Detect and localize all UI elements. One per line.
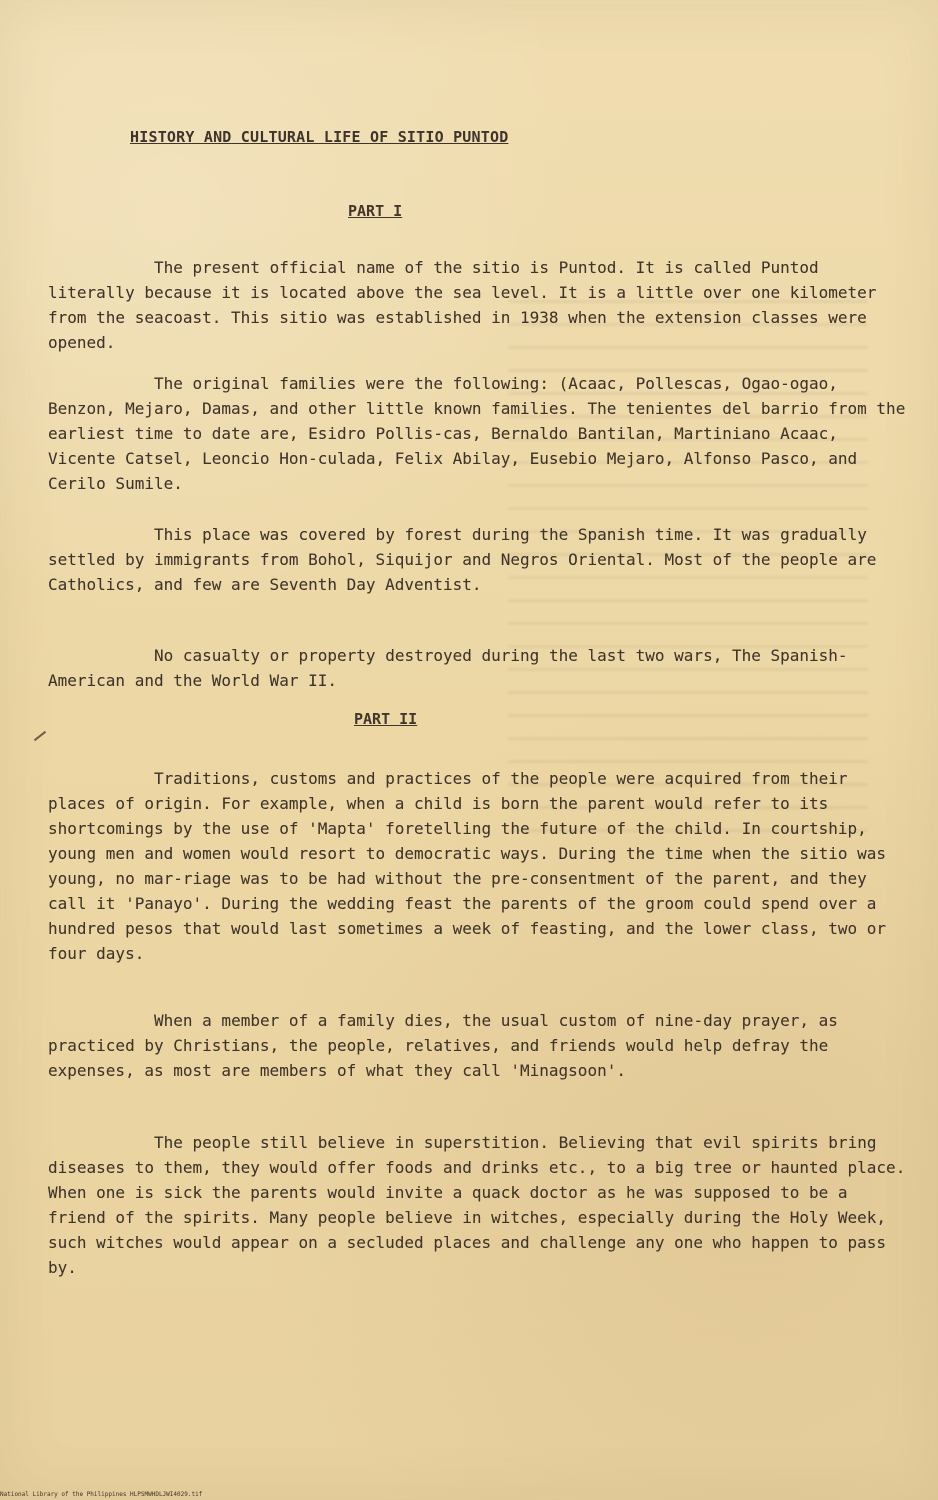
archive-footer: National Library of the Philippines HLPSMWHDLJWI4029.tif [0, 1491, 203, 1498]
part-two-heading: PART II [354, 710, 418, 728]
paragraph-5: Traditions, customs and practices of the people were acquired from their places of origin. For example, when a child is born the parent would refer to its shortcomings by the use of 'Mapta' foretelling the future of the child. In courtship, young men and women would resort to democratic ways. During the time when the sitio was young, no mar-riage was to be had without the pre-consentment of the parent, and they call it 'Panayo'. During the wedding feast the parents of the groom could spend over a hundred pesos that would last sometimes a week of feasting, and the lower class, two or four days. [48, 769, 887, 963]
paragraph-4: No casualty or property destroyed during the last two wars, The Spanish-American and the World War II. [48, 646, 848, 690]
paragraph-7: The people still believe in superstition. Believing that evil spirits bring diseases to them, they would offer foods and drinks etc., to a big tree or haunted place. When one is sick the parents would invite a quack doctor as he was supposed to be a friend of the spirits. Many people believe in witches, especially during the Holy Week, such witches would appear on a secluded places and challenge any one who happen to pass by. [48, 1133, 906, 1277]
paragraph-6: When a member of a family dies, the usual custom of nine-day prayer, as practiced by Christians, the people, relatives, and friends would help defray the expenses, as most are members of what they call 'Minagsoon'. [48, 1011, 838, 1080]
part-one-heading: PART I [348, 202, 403, 220]
paragraph-1: The present official name of the sitio is Puntod. It is called Puntod literally because it is located above the sea level. It is a little over one kilometer from the seacoast. This sitio was established in 1938 when the extension classes were opened. [48, 258, 877, 352]
document-title: HISTORY AND CULTURAL LIFE OF SITIO PUNTOD [130, 128, 509, 146]
paragraph-3: This place was covered by forest during the Spanish time. It was gradually settled by immigrants from Bohol, Siquijor and Negros Oriental. Most of the people are Catholics, and few are Seventh Day Adventist. [48, 525, 877, 594]
paragraph-2: The original families were the following: (Acaac, Pollescas, Ogao-ogao, Benzon, Mejaro, Damas, and other little known families. The tenientes del barrio from the earliest time to date are, Esidro Pollis-cas, Bernaldo Bantilan, Martiniano Acaac, Vicente Catsel, Leoncio Hon-culada, Felix Abilay, Eusebio Mejaro, Alfonso Pasco, and Cerilo Sumile. [48, 374, 906, 493]
margin-mark [34, 731, 46, 741]
